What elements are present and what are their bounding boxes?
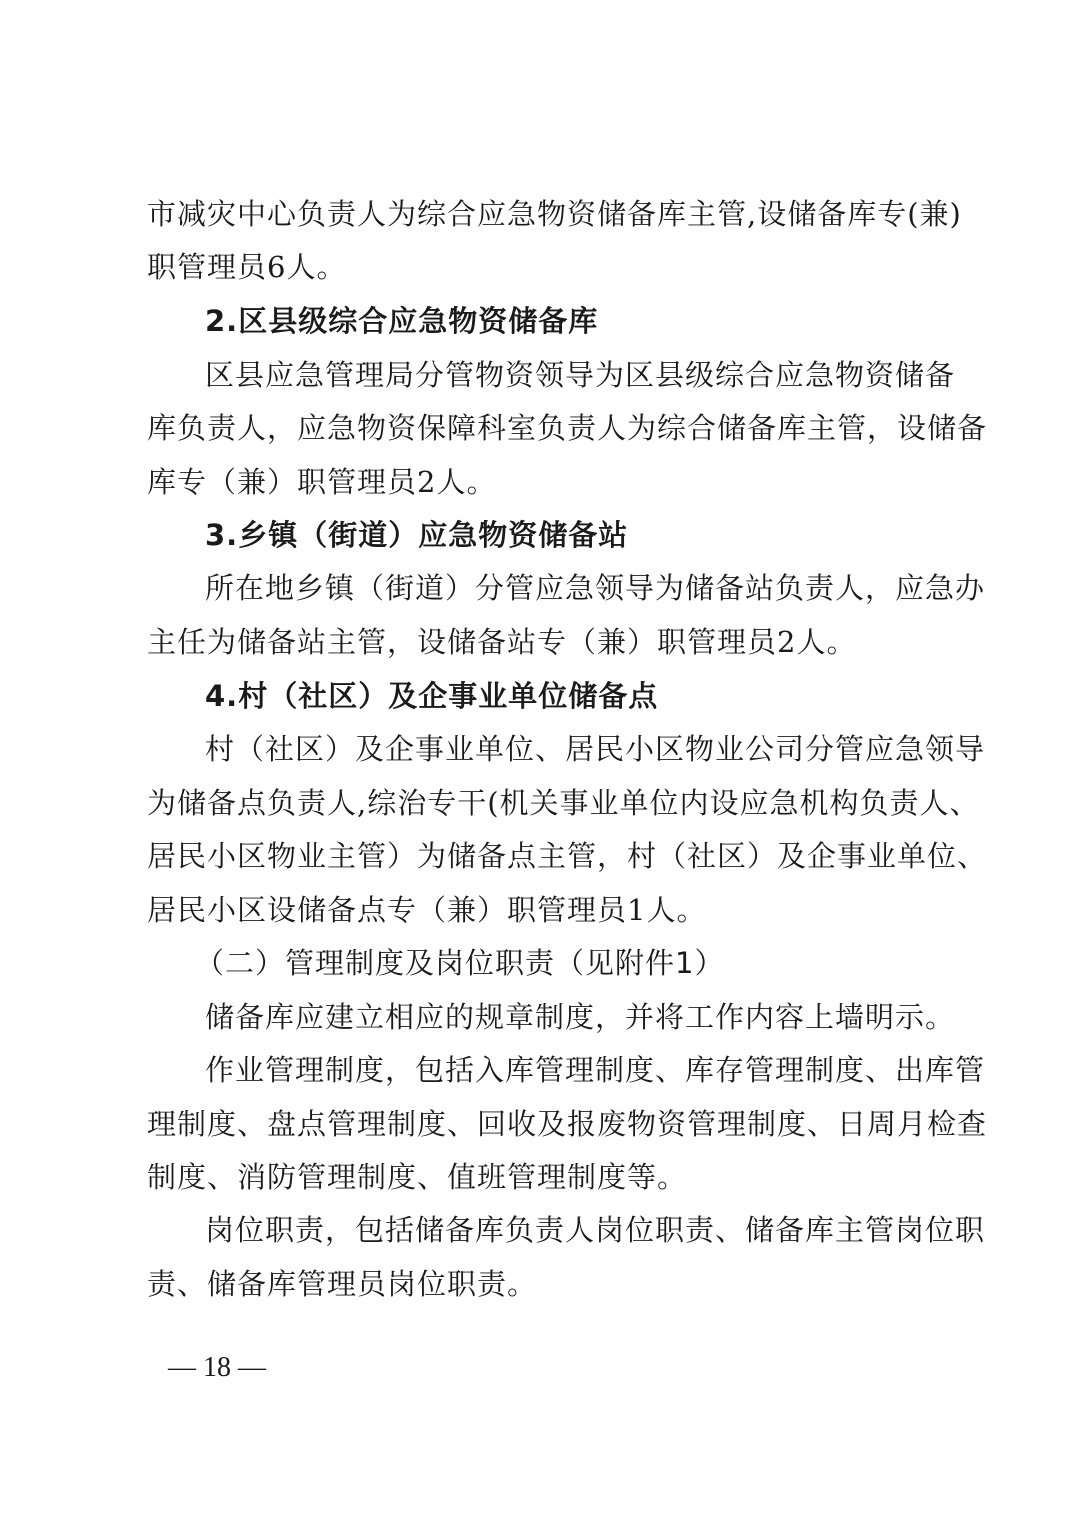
subsection-heading: （二）管理制度及岗位职责（见附件1） [195,946,725,980]
body-line: 区县应急管理局分管物资领导为区县级综合应急物资储备 [205,358,956,392]
body-line: 村（社区）及企事业单位、居民小区物业公司分管应急领导 [205,732,986,766]
body-line: 理制度、盘点管理制度、回收及报废物资管理制度、日周月检查 [147,1107,988,1141]
section-heading: 3.乡镇（街道）应急物资储备站 [205,518,629,552]
section-heading: 2.区县级综合应急物资储备库 [205,304,599,338]
body-line: 储备库应建立相应的规章制度，并将工作内容上墙明示。 [205,1000,956,1034]
section-heading: 4.村（社区）及企事业单位储备点 [205,679,659,713]
body-line: 库负责人，应急物资保障科室负责人为综合储备库主管，设储备 [147,411,988,445]
body-line: 职管理员6人。 [147,250,347,284]
body-line: 库专（兼）职管理员2人。 [147,465,497,499]
body-line: 主任为储备站主管，设储备站专（兼）职管理员2人。 [147,625,857,659]
body-line: 岗位职责，包括储备库负责人岗位职责、储备库主管岗位职 [205,1213,986,1247]
body-line: 作业管理制度，包括入库管理制度、库存管理制度、出库管 [205,1053,986,1087]
body-line: 居民小区设储备点专（兼）职管理员1人。 [147,893,707,927]
body-line: 所在地乡镇（街道）分管应急领导为储备站负责人，应急办 [205,571,986,605]
body-line: 居民小区物业主管）为储备点主管，村（社区）及企事业单位、 [147,839,988,873]
body-line: 市减灾中心负责人为综合应急物资储备库主管,设储备库专(兼) [147,197,962,231]
body-line: 责、储备库管理员岗位职责。 [147,1267,538,1301]
body-line: 制度、消防管理制度、值班管理制度等。 [147,1160,688,1194]
page-number: — 18 — [168,1352,266,1383]
body-line: 为储备点负责人,综治专干(机关事业单位内设应急机构负责人、 [147,786,980,820]
